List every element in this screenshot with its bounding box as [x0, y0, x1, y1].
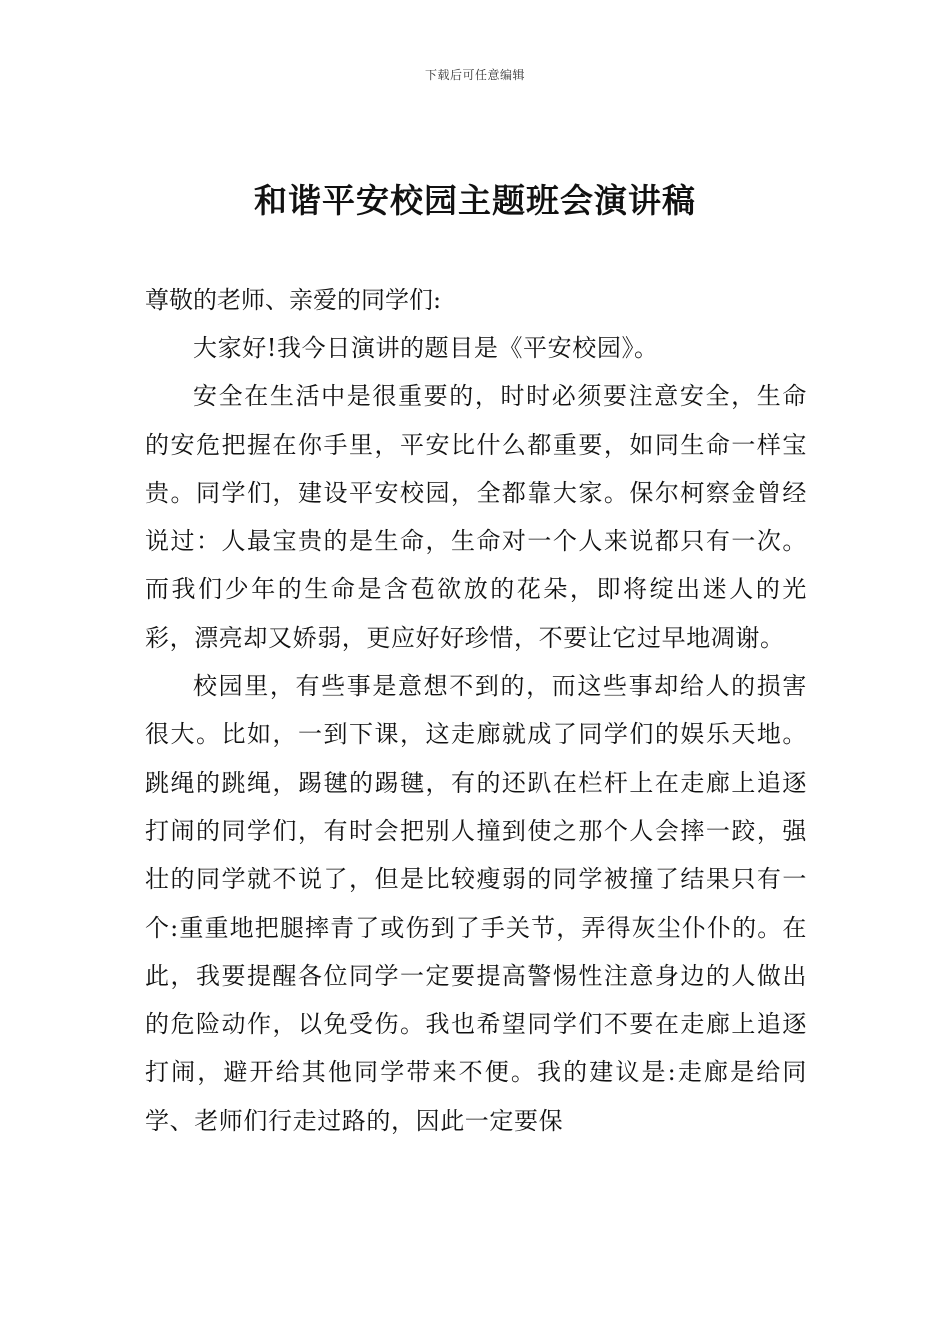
paragraph-safety: 安全在生活中是很重要的，时时必须要注意安全，生命的安危把握在你手里，平安比什么都重要，如同生命一样宝贵。同学们，建设平安校园，全都靠大家。保尔柯察金曾经说过：人最宝贵的是生命，生命对一个人来说都只有一次。而我们少年的生命是含苞欲放的花朵，即将绽出迷人的光彩，漂亮却又娇弱，更应好好珍惜，不要让它过早地凋谢。 [145, 382, 807, 652]
document-title: 和谐平安校园主题班会演讲稿 [254, 181, 696, 220]
salutation: 尊敬的老师、亲爱的同学们: [145, 286, 442, 314]
document-body [145, 276, 807, 1145]
paragraph-greeting: 大家好!我今日演讲的题目是《平安校园》。 [193, 334, 659, 362]
header-note: 下载后可任意编辑 [424, 68, 525, 82]
paragraph-campus: 校园里，有些事是意想不到的，而这些事却给人的损害很大。比如，一到下课，这走廊就成了同学们的娱乐天地。跳绳的跳绳，踢毽的踢毽，有的还趴在栏杆上在走廊上追逐打闹的同学们，有时会把别人撞到使之那个人会摔一跤，强壮的同学就不说了，但是比较瘦弱的同学被撞了结果只有一个:重重地把腿摔青了或伤到了手关节，弄得灰尘仆仆的。在此，我要提醒各位同学一定要提高警惕性注意身边的人做出的危险动作，以免受伤。我也希望同学们不要在走廊上追逐打闹，避开给其他同学带来不便。我的建议是:走廊是给同学、老师们行走过路的，因此一定要保 [145, 672, 807, 1135]
